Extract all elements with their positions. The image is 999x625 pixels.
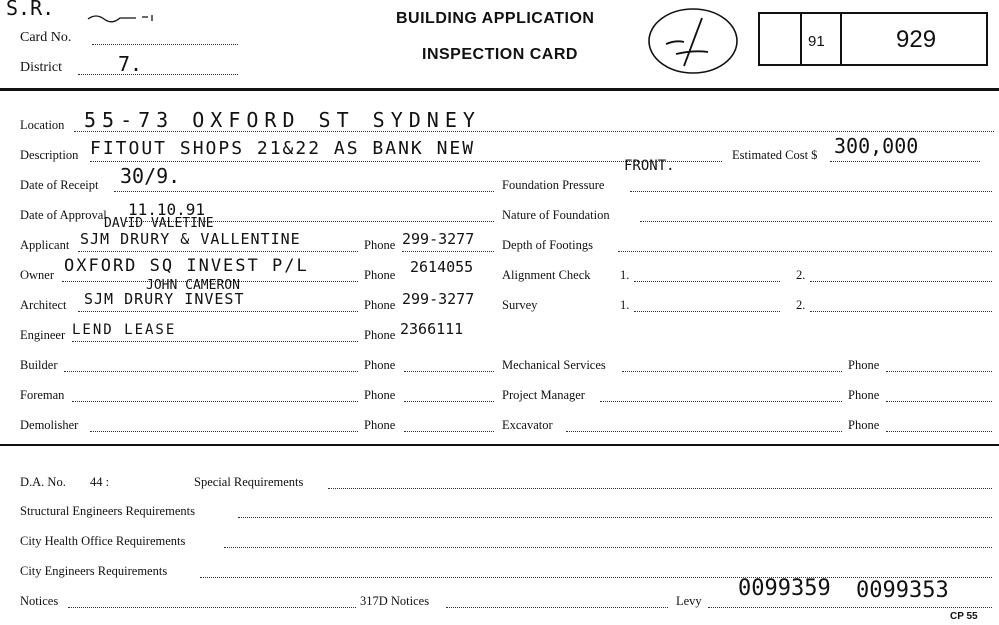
date-approval-value: 11.10.91 [128,200,206,219]
divider-top [0,88,999,91]
form-code: CP 55 [950,611,978,622]
demolisher-label: Demolisher [20,418,79,432]
architect-label: Architect [20,298,67,312]
demolisher-phone-label: Phone [364,418,396,432]
location-label: Location [20,118,65,132]
box-small-value: 91 [808,33,825,50]
alignment-check-label: Alignment Check [502,268,591,282]
alignment-2-label: 2. [796,268,806,282]
title-line2: INSPECTION CARD [422,46,578,63]
engineer-phone-value: 2366111 [400,320,464,338]
levy-value-1: 0099359 [738,576,831,601]
applicant-phone-label: Phone [364,238,396,252]
architect-value-2: SJM DRURY INVEST [84,290,245,308]
engineer-phone-label: Phone [364,328,396,342]
excavator-phone-label: Phone [848,418,880,432]
applicant-value: DAVID VALETINE [104,216,214,231]
box-large-value: 929 [896,26,937,53]
district-value: 7. [118,52,143,76]
engineer-label: Engineer [20,328,66,342]
title-line1: BUILDING APPLICATION [396,10,595,27]
architect-phone-value: 299-3277 [402,290,475,308]
applicant-value-2: SJM DRURY & VALLENTINE [80,230,301,248]
description-value-2: FRONT. [624,158,675,174]
date-receipt-label: Date of Receipt [20,178,99,192]
owner-label: Owner [20,268,55,282]
description-label: Description [20,148,79,162]
notices-317d-label: 317D Notices [360,594,430,608]
owner-value: OXFORD SQ INVEST P/L [64,256,309,276]
health-label: City Health Office Requirements [20,534,186,548]
sr-scribble [86,10,158,20]
description-value: FITOUT SHOPS 21&22 AS BANK NEW [90,138,476,159]
excavator-label: Excavator [502,418,553,432]
survey-label: Survey [502,298,538,312]
mechanical-label: Mechanical Services [502,358,606,372]
builder-label: Builder [20,358,58,372]
survey-2-label: 2. [796,298,806,312]
applicant-phone-value: 299-3277 [402,230,475,248]
owner-phone-label: Phone [364,268,396,282]
nature-foundation-label: Nature of Foundation [502,208,610,222]
structural-label: Structural Engineers Requirements [20,504,195,518]
district-label: District [20,60,62,75]
project-manager-phone-label: Phone [848,388,880,402]
estimated-cost-label: Estimated Cost $ [732,148,818,162]
levy-value-2: 0099353 [856,578,949,603]
architect-phone-label: Phone [364,298,396,312]
alignment-1-label: 1. [620,268,630,282]
da-label: D.A. No. [20,475,66,489]
special-requirements-label: Special Requirements [194,475,304,489]
architect-value: JOHN CAMERON [146,278,240,293]
depth-footings-label: Depth of Footings [502,238,593,252]
foundation-pressure-label: Foundation Pressure [502,178,605,192]
foreman-label: Foreman [20,388,65,402]
engineer-value: LEND LEASE [72,322,177,338]
survey-1-label: 1. [620,298,630,312]
date-approval-label: Date of Approval [20,208,107,222]
owner-phone-value: 2614055 [410,258,474,276]
notices-label: Notices [20,594,59,608]
applicant-label: Applicant [20,238,70,252]
initials-stamp [636,4,746,80]
date-receipt-value: 30/9. [120,164,181,188]
card-number-box [758,12,988,66]
mechanical-phone-label: Phone [848,358,880,372]
builder-phone-label: Phone [364,358,396,372]
levy-label: Levy [676,594,702,608]
divider-bottom [0,444,999,446]
foreman-phone-label: Phone [364,388,396,402]
city-engineers-label: City Engineers Requirements [20,564,168,578]
project-manager-label: Project Manager [502,388,585,402]
da-value: 44 : [90,475,110,489]
card-no-label: Card No. [20,30,72,45]
estimated-cost-value: 300,000 [834,134,919,158]
location-value: 55-73 OXFORD ST SYDNEY [84,108,481,132]
sr-label: S.R. [6,0,55,20]
